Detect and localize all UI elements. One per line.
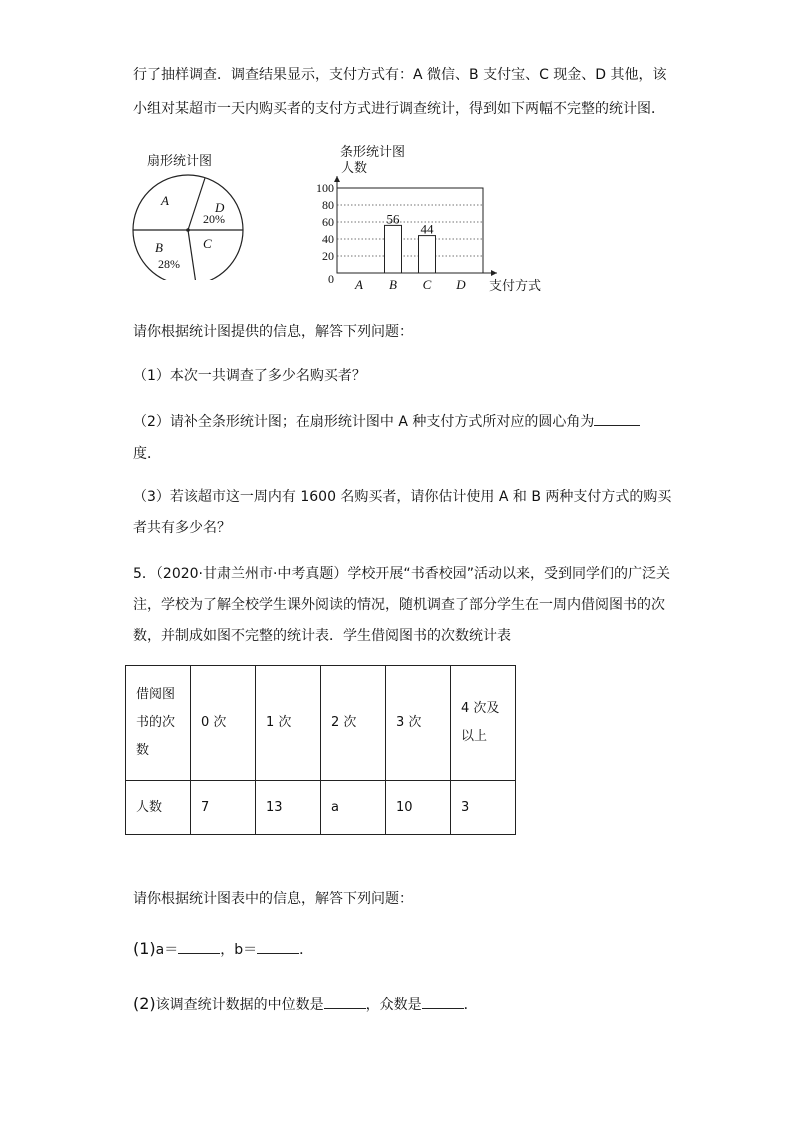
intro-line-1: 行了抽样调查．调查结果显示，支付方式有：A 微信、B 支付宝、C 现金、D 其他，该	[133, 67, 667, 83]
pie-label-d: D	[215, 200, 225, 215]
bar-frame	[337, 188, 483, 273]
table-cell-0: 7	[191, 781, 256, 835]
question-4-3-line-1: （3）若该超市这一周内有 1600 名购买者，请你估计使用 A 和 B 两种支付方式的购买	[133, 489, 672, 505]
x-tick-label-a: A	[355, 277, 363, 292]
table-data-row	[126, 781, 516, 835]
pie-title: 扇形统计图	[147, 154, 213, 169]
y-tick-label-0: 0	[328, 272, 334, 286]
question-4-3-line-2: 者共有多少名？	[133, 520, 231, 536]
pie-label-a: A	[161, 193, 169, 208]
bar-title: 条形统计图	[340, 145, 406, 160]
y-tick-label-80: 80	[322, 198, 334, 212]
answer-blank-mode[interactable]	[422, 994, 464, 1009]
problem5-prompt: 请你根据统计图表中的信息，解答下列问题：	[133, 891, 413, 907]
question-5-1-number: (1)	[133, 939, 156, 958]
x-tick-label-c: C	[422, 277, 432, 292]
problem5-line-3: 数，并制成如图不完整的统计表．学生借阅图书的次数统计表	[133, 628, 511, 644]
table-header-4: 4 次及 以上	[451, 666, 516, 781]
bar-value-label-b: 56	[386, 211, 400, 227]
intro-line-2: 小组对某超市一天内购买者的支付方式进行调查统计，得到如下两幅不完整的统计图．	[133, 101, 665, 117]
table-row-label: 人数	[126, 781, 191, 835]
answer-blank-median[interactable]	[324, 994, 366, 1009]
table-header-label: 借阅图 书的次 数	[126, 666, 191, 781]
question-5-2-text: 该调查统计数据的中位数是	[155, 997, 324, 1013]
question-4-2-text: （2）请补全条形统计图；在扇形统计图中 A 种支付方式所对应的圆心角为	[133, 414, 595, 430]
problem5-line-2: 注，学校为了解全校学生课外阅读的情况，随机调查了部分学生在一周内借阅图书的次	[133, 597, 665, 613]
table-cell-1: 13	[256, 781, 321, 835]
y-axis-arrow	[334, 176, 340, 182]
answer-blank-a[interactable]	[178, 939, 220, 954]
question-4-2	[133, 411, 640, 432]
question-5-2-number: (2)	[133, 994, 156, 1013]
pie-label-c: C	[203, 236, 212, 251]
table-header-1: 1 次	[256, 666, 321, 781]
question-5-1	[133, 939, 313, 960]
y-tick-label-100: 100	[316, 181, 334, 195]
bar-c	[419, 236, 436, 273]
pie-percent-b: 28%	[158, 257, 180, 271]
y-axis-label: 人数	[341, 161, 368, 176]
problem5-line-1: 5．（2020·甘肃兰州市·中考真题）学校开展“书香校园”活动以来，受到同学们的广泛关	[133, 566, 670, 582]
pie-center	[186, 228, 190, 232]
pie-chart	[125, 145, 255, 280]
question-5-1-end: ．	[299, 942, 314, 958]
y-tick-label-40: 40	[322, 232, 334, 246]
question-4-2-end: 度．	[133, 446, 161, 462]
table-cell-2: a	[321, 781, 386, 835]
question-5-2	[133, 994, 478, 1015]
x-tick-label-d: D	[456, 277, 466, 292]
answer-blank-b[interactable]	[257, 939, 299, 954]
bar-value-label-c: 44	[420, 221, 434, 237]
x-axis-arrow	[491, 270, 497, 276]
table-cell-4: 3	[451, 781, 516, 835]
question-5-2-end: ．	[463, 997, 478, 1013]
question-5-2-mid: ，众数是	[365, 997, 422, 1013]
pie-outline	[133, 175, 243, 280]
x-tick-label-b: B	[389, 277, 397, 292]
bar-b	[385, 225, 402, 273]
table-header-3: 3 次	[386, 666, 451, 781]
borrow-count-table	[125, 665, 516, 835]
question-5-1-b: ，b＝	[220, 942, 258, 958]
x-axis-label: 支付方式	[489, 279, 542, 294]
question-4-1: （1）本次一共调查了多少名购买者？	[133, 368, 366, 384]
problem4-prompt: 请你根据统计图提供的信息，解答下列问题：	[133, 324, 413, 340]
pie-label-b: B	[155, 240, 163, 255]
table-cell-3: 10	[386, 781, 451, 835]
table-header-0: 0 次	[191, 666, 256, 781]
table-header-row	[126, 666, 516, 781]
bar-chart	[305, 140, 555, 300]
y-tick-label-60: 60	[322, 215, 334, 229]
pie-percent-d: 20%	[203, 212, 225, 226]
table-header-2: 2 次	[321, 666, 386, 781]
answer-blank-angle[interactable]	[594, 411, 640, 426]
y-tick-label-20: 20	[322, 249, 334, 263]
question-5-1-a: a＝	[155, 942, 179, 958]
